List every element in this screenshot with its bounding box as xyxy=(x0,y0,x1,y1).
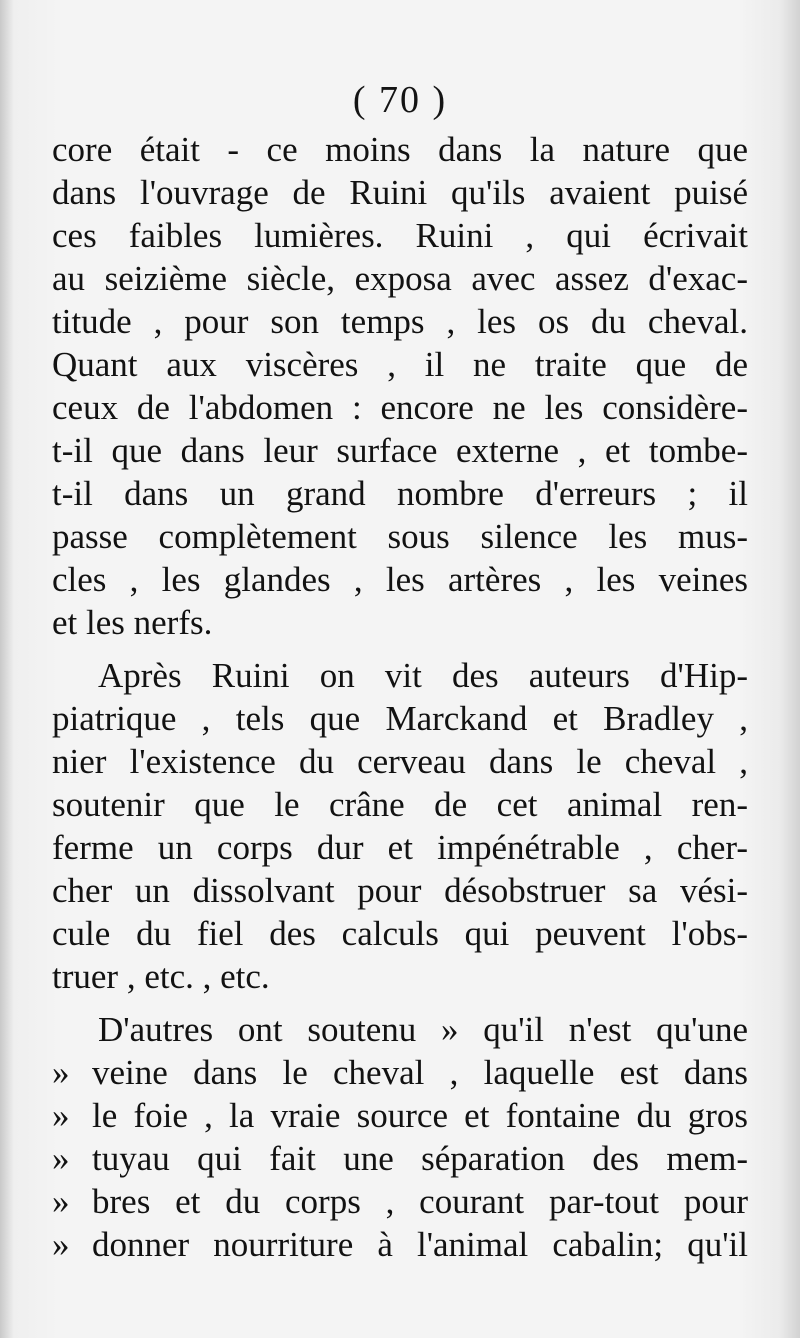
text-line: soutenir que le crâne de cet animal ren- xyxy=(52,785,748,824)
text-line: core était - ce moins dans la nature que xyxy=(52,130,748,169)
paragraph-2 xyxy=(52,654,748,998)
text-line: t-il dans un grand nombre d'erreurs ; il xyxy=(52,474,748,513)
paragraph-1 xyxy=(52,128,748,644)
quote-mark: » xyxy=(52,1139,70,1178)
quoted-line xyxy=(52,1137,748,1180)
text-line: et les nerfs. xyxy=(52,603,213,642)
quote-mark: » xyxy=(52,1053,70,1092)
text-line: cher un dissolvant pour désobstruer sa vési- xyxy=(52,871,748,910)
quoted-line xyxy=(52,1051,748,1094)
text-line: tuyau qui fait une séparation des mem- xyxy=(92,1139,748,1178)
text-line: cule du fiel des calculs qui peuvent l'obs- xyxy=(52,914,748,953)
text-line: au seizième siècle, exposa avec assez d'exac- xyxy=(52,259,748,298)
text-line: piatrique , tels que Marckand et Bradley , xyxy=(52,699,748,738)
quote-mark: » xyxy=(52,1225,70,1264)
quoted-line xyxy=(52,1223,748,1266)
page-text xyxy=(52,128,748,1266)
text-line: passe complètement sous silence les mus- xyxy=(52,517,748,556)
text-line: Après Ruini on vit des auteurs d'Hip- xyxy=(98,656,748,695)
text-line: bres et du corps , courant par-tout pour xyxy=(92,1182,748,1221)
quote-mark: » xyxy=(52,1182,70,1221)
quoted-line xyxy=(52,1094,748,1137)
text-line: le foie , la vraie source et fontaine du gros xyxy=(92,1096,748,1135)
text-line: cles , les glandes , les artères , les veines xyxy=(52,560,748,599)
quoted-line xyxy=(52,1180,748,1223)
text-line: nier l'existence du cerveau dans le cheval , xyxy=(52,742,748,781)
page-number: ( 70 ) xyxy=(352,79,448,121)
text-line: Quant aux viscères , il ne traite que de xyxy=(52,345,748,384)
paragraph-3 xyxy=(52,1008,748,1266)
text-line: D'autres ont soutenu » qu'il n'est qu'une xyxy=(98,1010,748,1049)
quote-mark: » xyxy=(52,1096,70,1135)
text-line: ceux de l'abdomen : encore ne les considère- xyxy=(52,388,748,427)
text-line: t-il que dans leur surface externe , et tombe- xyxy=(52,431,748,470)
text-line: veine dans le cheval , laquelle est dans xyxy=(92,1053,748,1092)
text-line: donner nourriture à l'animal cabalin; qu'il xyxy=(92,1225,748,1264)
text-line: ces faibles lumières. Ruini , qui écrivait xyxy=(52,216,748,255)
text-line: ferme un corps dur et impénétrable , cher- xyxy=(52,828,748,867)
text-line: truer , etc. , etc. xyxy=(52,957,270,996)
text-line: dans l'ouvrage de Ruini qu'ils avaient puisé xyxy=(52,173,748,212)
text-line: titude , pour son temps , les os du cheval. xyxy=(52,302,748,341)
